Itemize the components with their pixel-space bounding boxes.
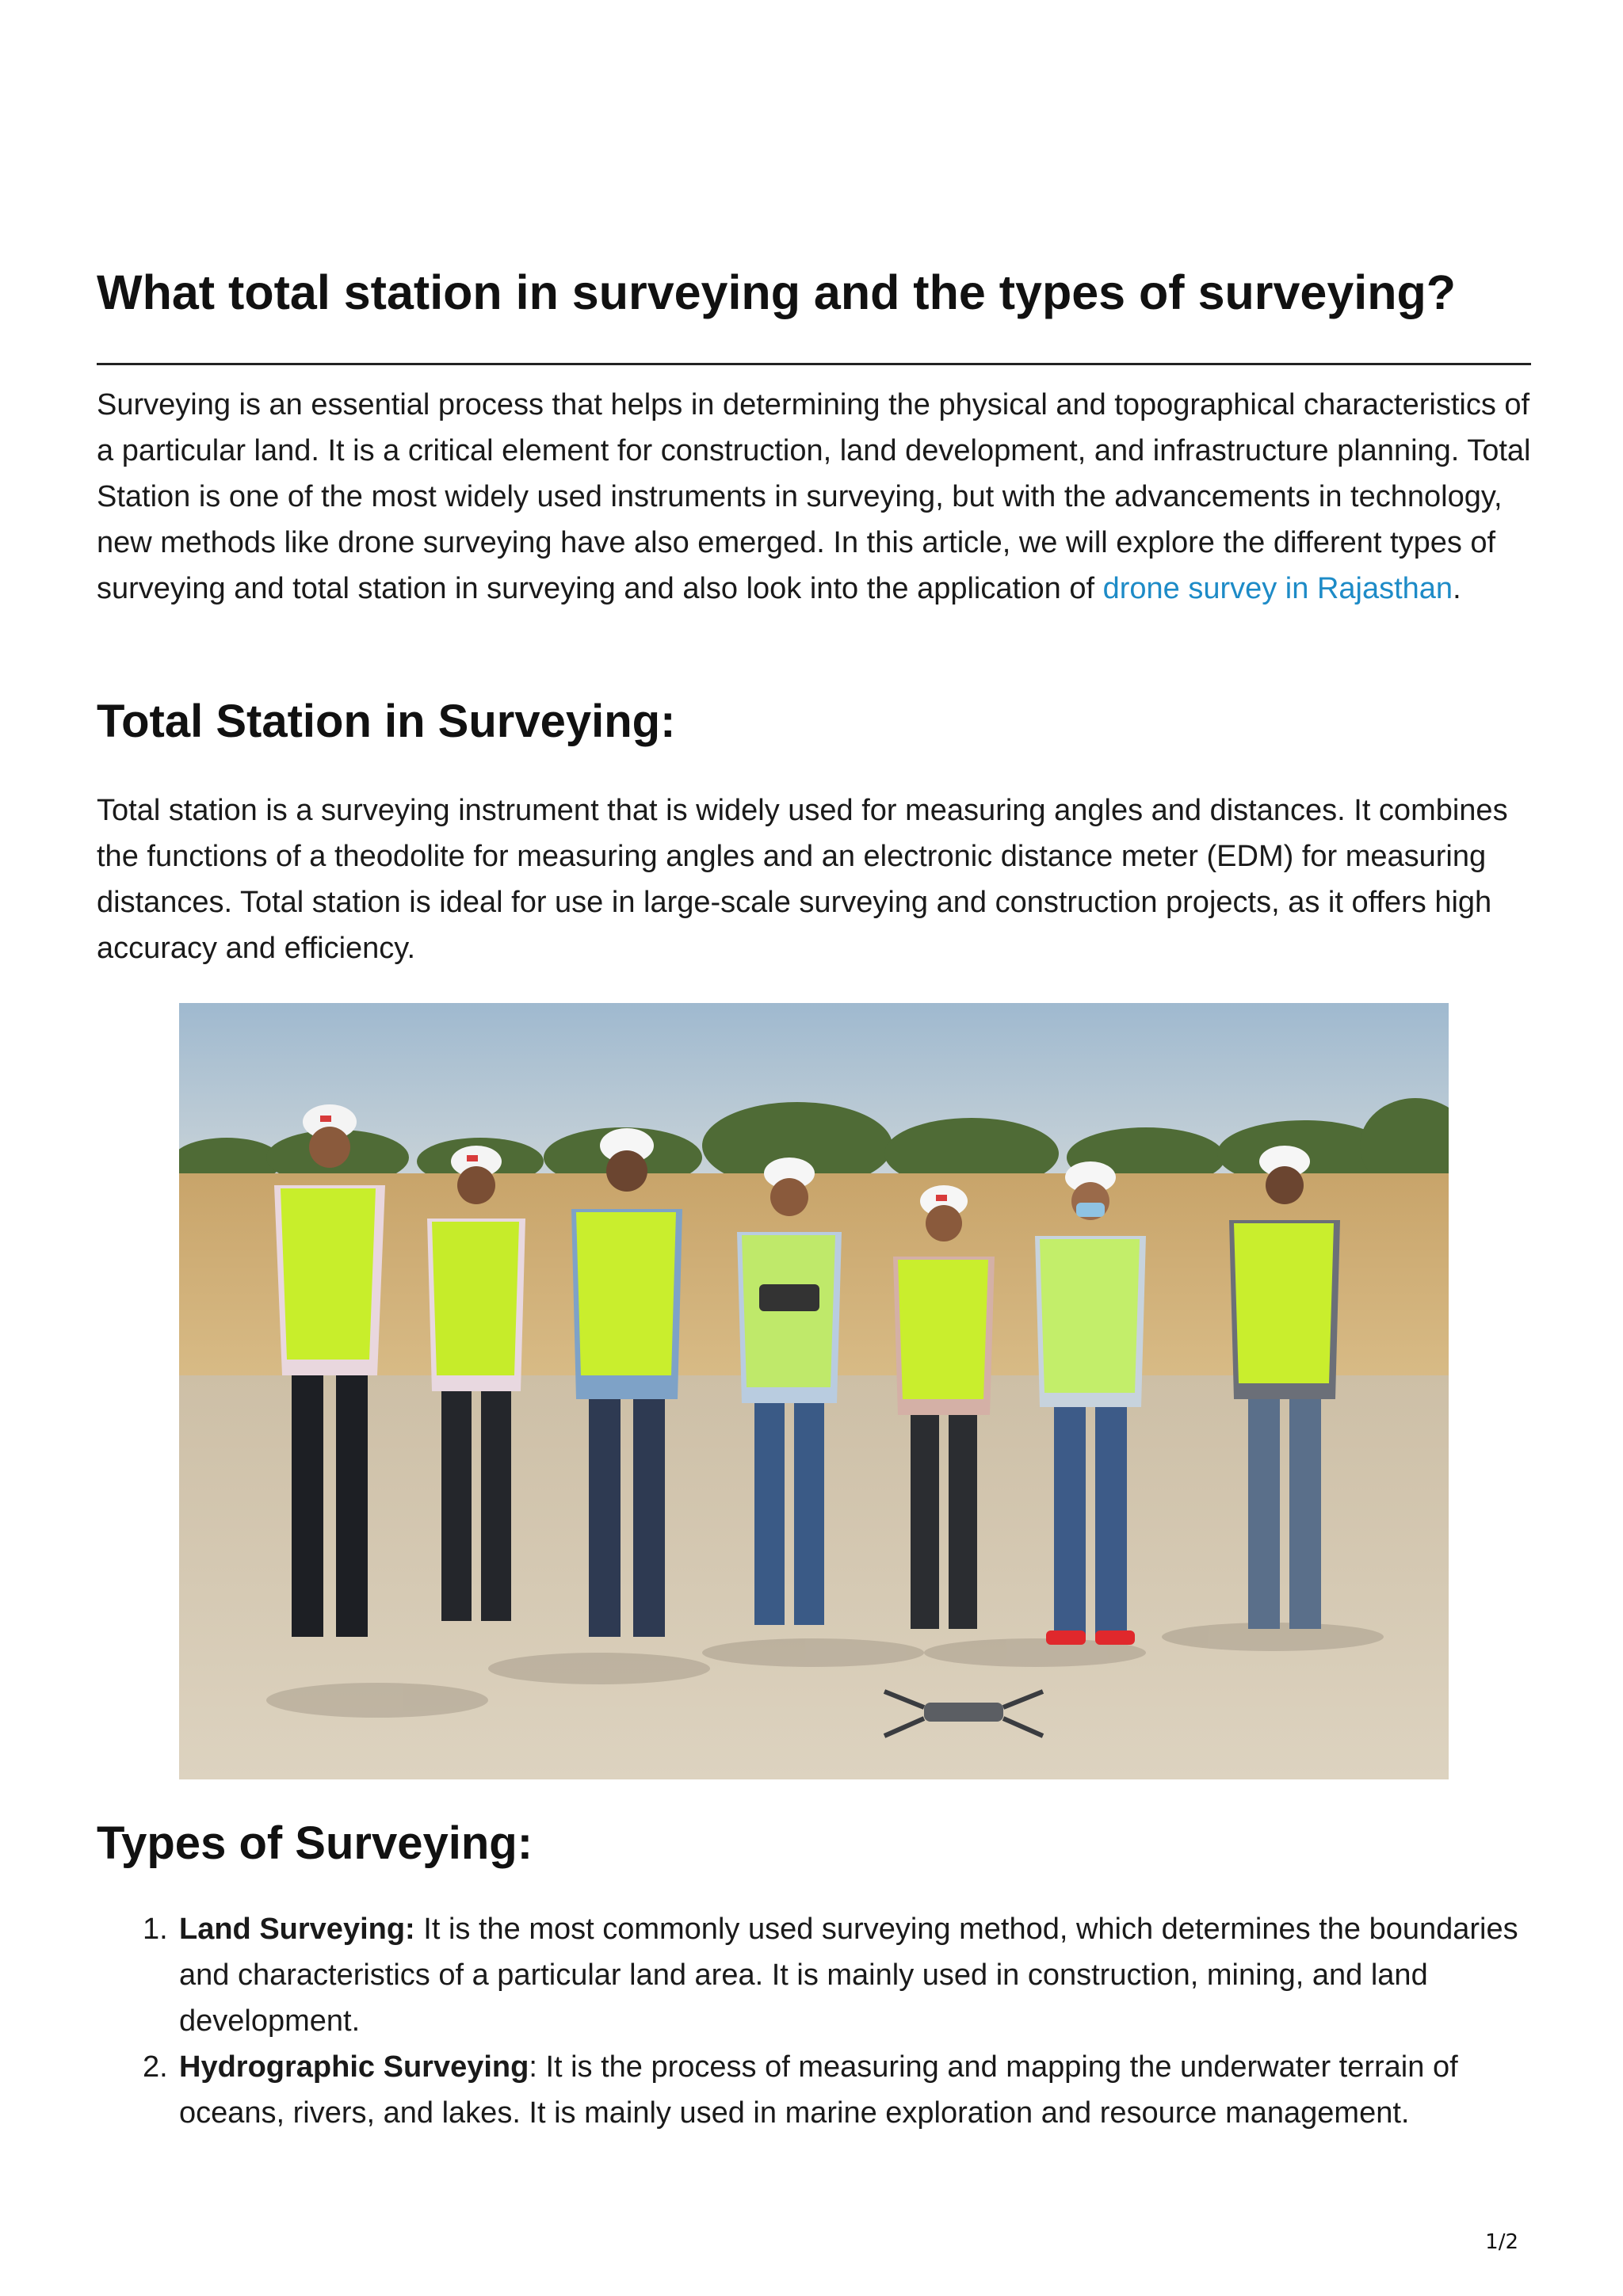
list-term: Land Surveying: [179, 1913, 415, 1946]
list-term: Hydrographic Surveying [179, 2050, 529, 2084]
total-station-paragraph: Total station is a surveying instrument that is widely used for measuring angles and distances. It combines the functions of a theodolite for measuring angles and an electronic distance meter (EDM) for measuring distances. Total station is ideal for use in large-scale surveying and construction projects, as it offers high accuracy and efficiency. [97, 794, 1508, 965]
list-number: 1. [143, 1913, 168, 1946]
list-text: It is the most commonly used surveying method, which determines the boundaries and characteristics of a particular land area. It is mainly used in construction, mining, and land development. [179, 1913, 1518, 2038]
title-divider [97, 363, 1531, 365]
total-station-heading: Total Station in Surveying: [97, 696, 676, 747]
intro-text: Surveying is an essential process that helps in determining the physical and topographical characteristics of a particular land. It is a critical element for construction, land development, and infrastructure planning. Total Station is one of the most widely used instruments in surveying, but with the advancements in technology, new methods like drone surveying have also emerged. In this article, we will explore the different types of surveying and total station in surveying and also look into the application of [97, 388, 1531, 605]
intro-paragraph [97, 382, 1531, 612]
page-title: What total station in surveying and the types of surveying? [97, 265, 1456, 319]
types-list [97, 1906, 1531, 2136]
types-heading: Types of Surveying: [97, 1817, 533, 1869]
list-number: 2. [143, 2050, 168, 2084]
list-item [97, 1906, 1531, 2044]
survey-team-photo [179, 1003, 1449, 1779]
drone-survey-link[interactable]: drone survey in Rajasthan [1102, 572, 1453, 605]
list-text: : It is the process of measuring and mapping the underwater terrain of oceans, rivers, and lakes. It is mainly used in marine exploration and resource management. [179, 2050, 1458, 2130]
page-indicator: 1/2 [1485, 2230, 1518, 2254]
intro-end: . [1453, 572, 1461, 605]
list-item [97, 2044, 1531, 2136]
